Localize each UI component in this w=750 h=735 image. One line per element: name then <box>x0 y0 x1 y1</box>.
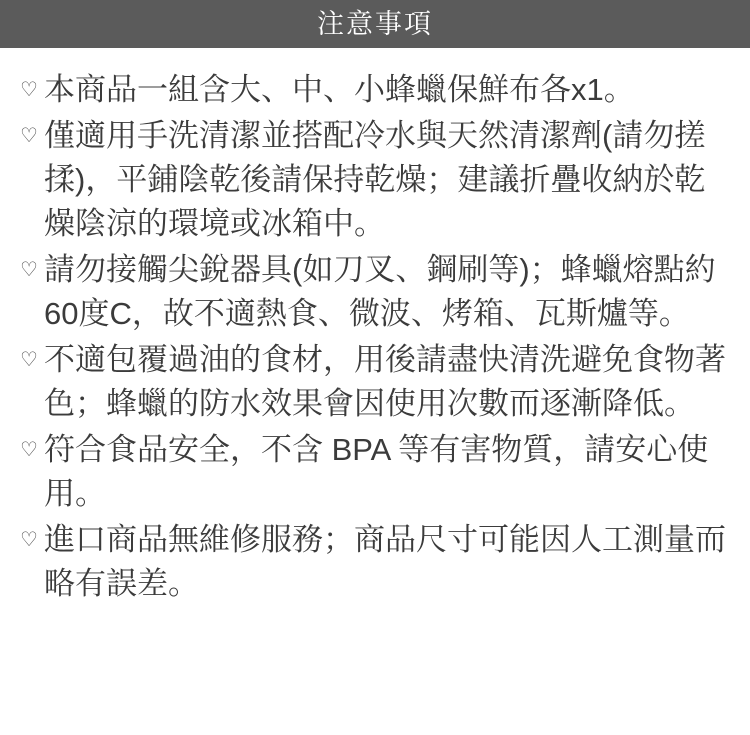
heart-bullet-icon: ♡ <box>20 439 38 461</box>
list-item-text: 請勿接觸尖銳器具(如刀叉、鋼刷等)；蜂蠟熔點約60度C，故不適熱食、微波、烤箱、瓦斯爐等。 <box>44 252 716 331</box>
heart-bullet-icon: ♡ <box>20 259 38 281</box>
list-item <box>16 68 732 112</box>
page-title: 注意事項 <box>317 8 433 39</box>
heart-bullet-icon: ♡ <box>20 529 38 551</box>
page-header <box>0 0 750 48</box>
list-item <box>16 428 732 516</box>
list-item <box>16 248 732 336</box>
list-item-text: 不適包覆過油的食材，用後請盡快清洗避免食物著色；蜂蠟的防水效果會因使用次數而逐漸降低。 <box>44 342 726 421</box>
heart-bullet-icon: ♡ <box>20 125 38 147</box>
list-item-text: 進口商品無維修服務；商品尺寸可能因人工測量而略有誤差。 <box>44 522 726 601</box>
heart-bullet-icon: ♡ <box>20 79 38 101</box>
list-item-text: 僅適用手洗清潔並搭配冷水與天然清潔劑(請勿搓揉)，平鋪陰乾後請保持乾燥；建議折疊收納於乾燥陰涼的環境或冰箱中。 <box>44 118 706 241</box>
list-item <box>16 114 732 246</box>
list-item <box>16 518 732 606</box>
list-item <box>16 338 732 426</box>
heart-bullet-icon: ♡ <box>20 349 38 371</box>
notice-list <box>0 48 750 606</box>
list-item-text: 本商品一組含大、中、小蜂蠟保鮮布各x1。 <box>44 72 635 107</box>
list-item-text: 符合食品安全，不含 BPA 等有害物質，請安心使用。 <box>44 432 709 511</box>
